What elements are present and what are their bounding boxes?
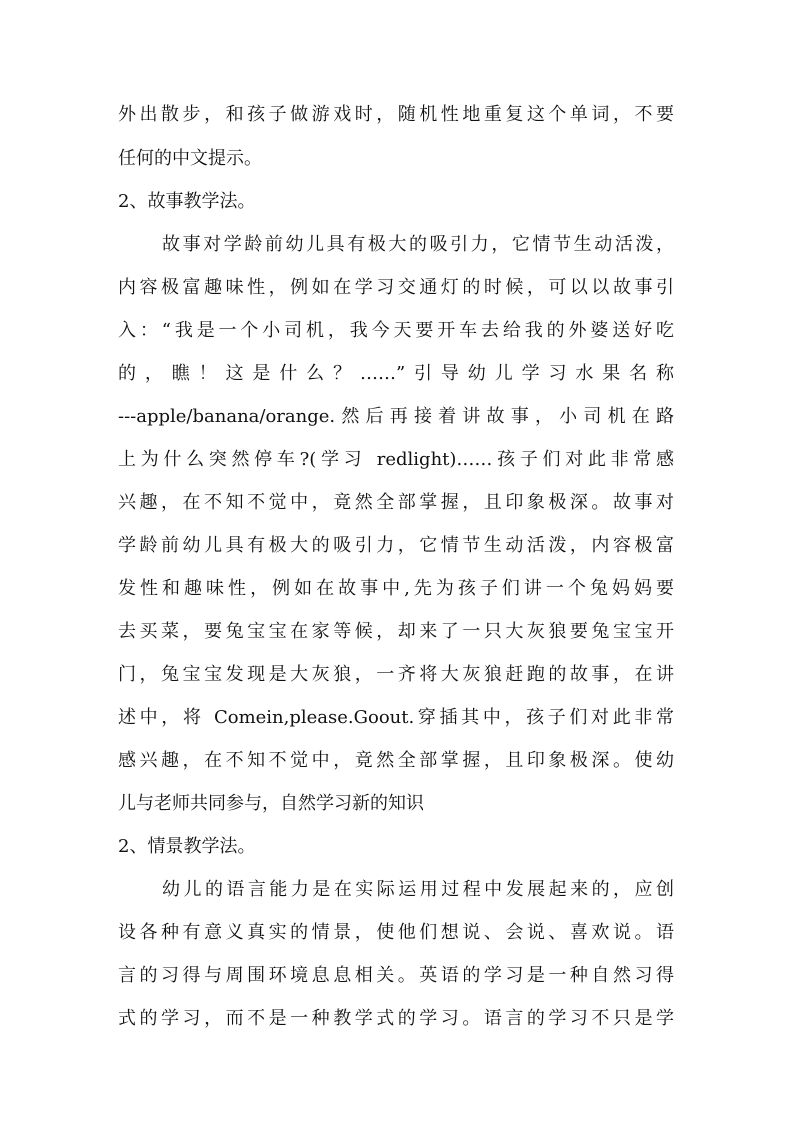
paragraph-line: 上为什么突然停车?(学习 redlight)……孩子们对此非常感	[118, 449, 674, 470]
paragraph-line: 门，兔宝宝发现是大灰狼，一齐将大灰狼赶跑的故事，在讲	[118, 664, 674, 685]
paragraph-line: 内容极富趣味性，例如在学习交通灯的时候，可以以故事引	[118, 277, 674, 298]
section-heading: 2、故事教学法。	[118, 191, 256, 212]
paragraph-line: 的，瞧！这是什么？……”引导幼儿学习水果名称	[118, 363, 674, 384]
paragraph-line: 故事对学龄前幼儿具有极大的吸引力，它情节生动活泼，	[162, 234, 674, 255]
paragraph-line: 设各种有意义真实的情景，使他们想说、会说、喜欢说。语	[118, 922, 674, 943]
paragraph-line: 学龄前幼儿具有极大的吸引力，它情节生动活泼，内容极富	[118, 535, 674, 556]
paragraph-line: 言的习得与周围环境息息相关。英语的学习是一种自然习得	[118, 965, 674, 986]
paragraph-line: ---apple/banana/orange.然后再接着讲故事，小司机在路	[118, 406, 674, 427]
paragraph-line: 入：“我是一个小司机，我今天要开车去给我的外婆送好吃	[118, 320, 674, 341]
paragraph-line: 儿与老师共同参与，自然学习新的知识	[118, 793, 424, 814]
paragraph-line: 感兴趣，在不知不觉中，竟然全部掌握，且印象极深。使幼	[118, 750, 674, 771]
section-heading: 2、情景教学法。	[118, 836, 256, 857]
paragraph-line: 幼儿的语言能力是在实际运用过程中发展起来的，应创	[162, 879, 674, 900]
paragraph-line: 任何的中文提示。	[118, 148, 262, 169]
paragraph-line: 发性和趣味性，例如在故事中,先为孩子们讲一个兔妈妈要	[118, 578, 674, 599]
paragraph-line: 外出散步，和孩子做游戏时，随机性地重复这个单词，不要	[118, 104, 674, 125]
paragraph-line: 去买菜，要兔宝宝在家等候，却来了一只大灰狼要兔宝宝开	[118, 621, 674, 642]
paragraph-line: 述中，将 Comein,please.Goout.穿插其中，孩子们对此非常	[118, 707, 674, 728]
paragraph-line: 兴趣，在不知不觉中，竟然全部掌握，且印象极深。故事对	[118, 492, 674, 513]
paragraph-line: 式的学习，而不是一种教学式的学习。语言的学习不只是学	[118, 1008, 674, 1029]
